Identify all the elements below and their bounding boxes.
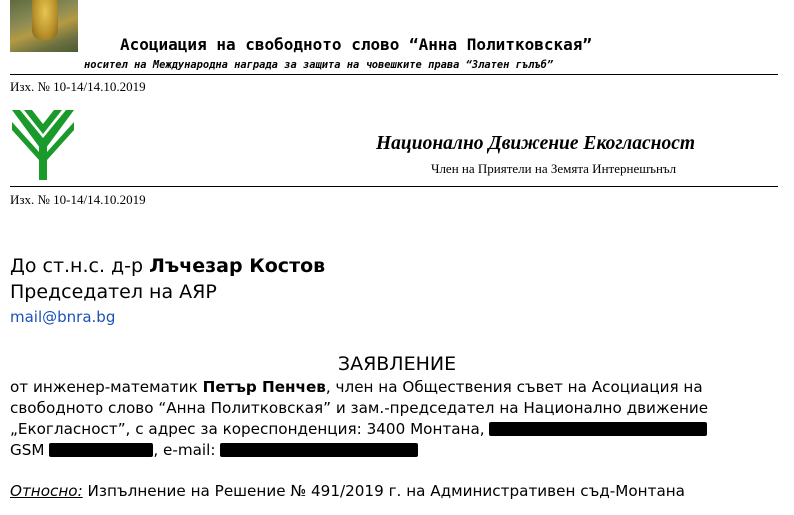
recipient-line	[10, 255, 325, 277]
outgoing-ref-1: Изх. № 10-14/14.10.2019	[10, 79, 146, 94]
body-text: GSM	[10, 441, 50, 459]
recipient-email-link[interactable]: mail@bnra.bg	[10, 308, 116, 326]
body-text: , e-mail:	[153, 441, 221, 459]
redacted-email	[220, 443, 418, 457]
recipient-role: Председател на АЯР	[10, 281, 217, 303]
award-photo	[10, 0, 78, 52]
document-title: ЗАЯВЛЕНИЕ	[337, 353, 457, 375]
recipient-prefix: До ст.н.с. д-р	[10, 255, 150, 277]
body-text: от инженер-математик	[10, 378, 203, 396]
recipient-name: Лъчезар Костов	[149, 255, 326, 277]
header-divider-1	[10, 74, 778, 75]
subject-label: Относно:	[10, 482, 83, 500]
body-line-4	[10, 441, 780, 459]
redacted-address	[489, 422, 707, 436]
body-line-3	[10, 420, 780, 438]
applicant-name: Петър Пенчев	[202, 378, 326, 396]
body-text: , член на Обществения съвет на Асоциация на	[325, 378, 703, 396]
ecoglasnost-name: Национално Движение Екогласност	[376, 133, 696, 154]
association-subtitle: носител на Международна награда за защита на човешките права “Златен гълъб”	[84, 59, 554, 71]
body-text: „Екогласност”, с адрес за кореспонденция: 3400 Монтана,	[10, 420, 490, 438]
redacted-phone	[49, 443, 153, 457]
subject-line	[10, 482, 685, 500]
ecoglasnost-logo-icon	[12, 108, 74, 180]
subject-text: Изпълнение на Решение № 491/2019 г. на Административен съд-Монтана	[82, 482, 685, 500]
header-divider-2	[10, 186, 778, 187]
association-name: Асоциация на свободното слово “Анна Политковская”	[120, 35, 593, 54]
ecoglasnost-subtitle: Член на Приятели на Земята Интернешънъл	[431, 161, 677, 176]
body-line-1	[10, 378, 780, 396]
outgoing-ref-2: Изх. № 10-14/14.10.2019	[10, 192, 146, 207]
body-line-2: свободното слово “Анна Политковская” и зам.-председател на Национално движение	[10, 399, 709, 417]
trophy-icon	[32, 0, 58, 40]
